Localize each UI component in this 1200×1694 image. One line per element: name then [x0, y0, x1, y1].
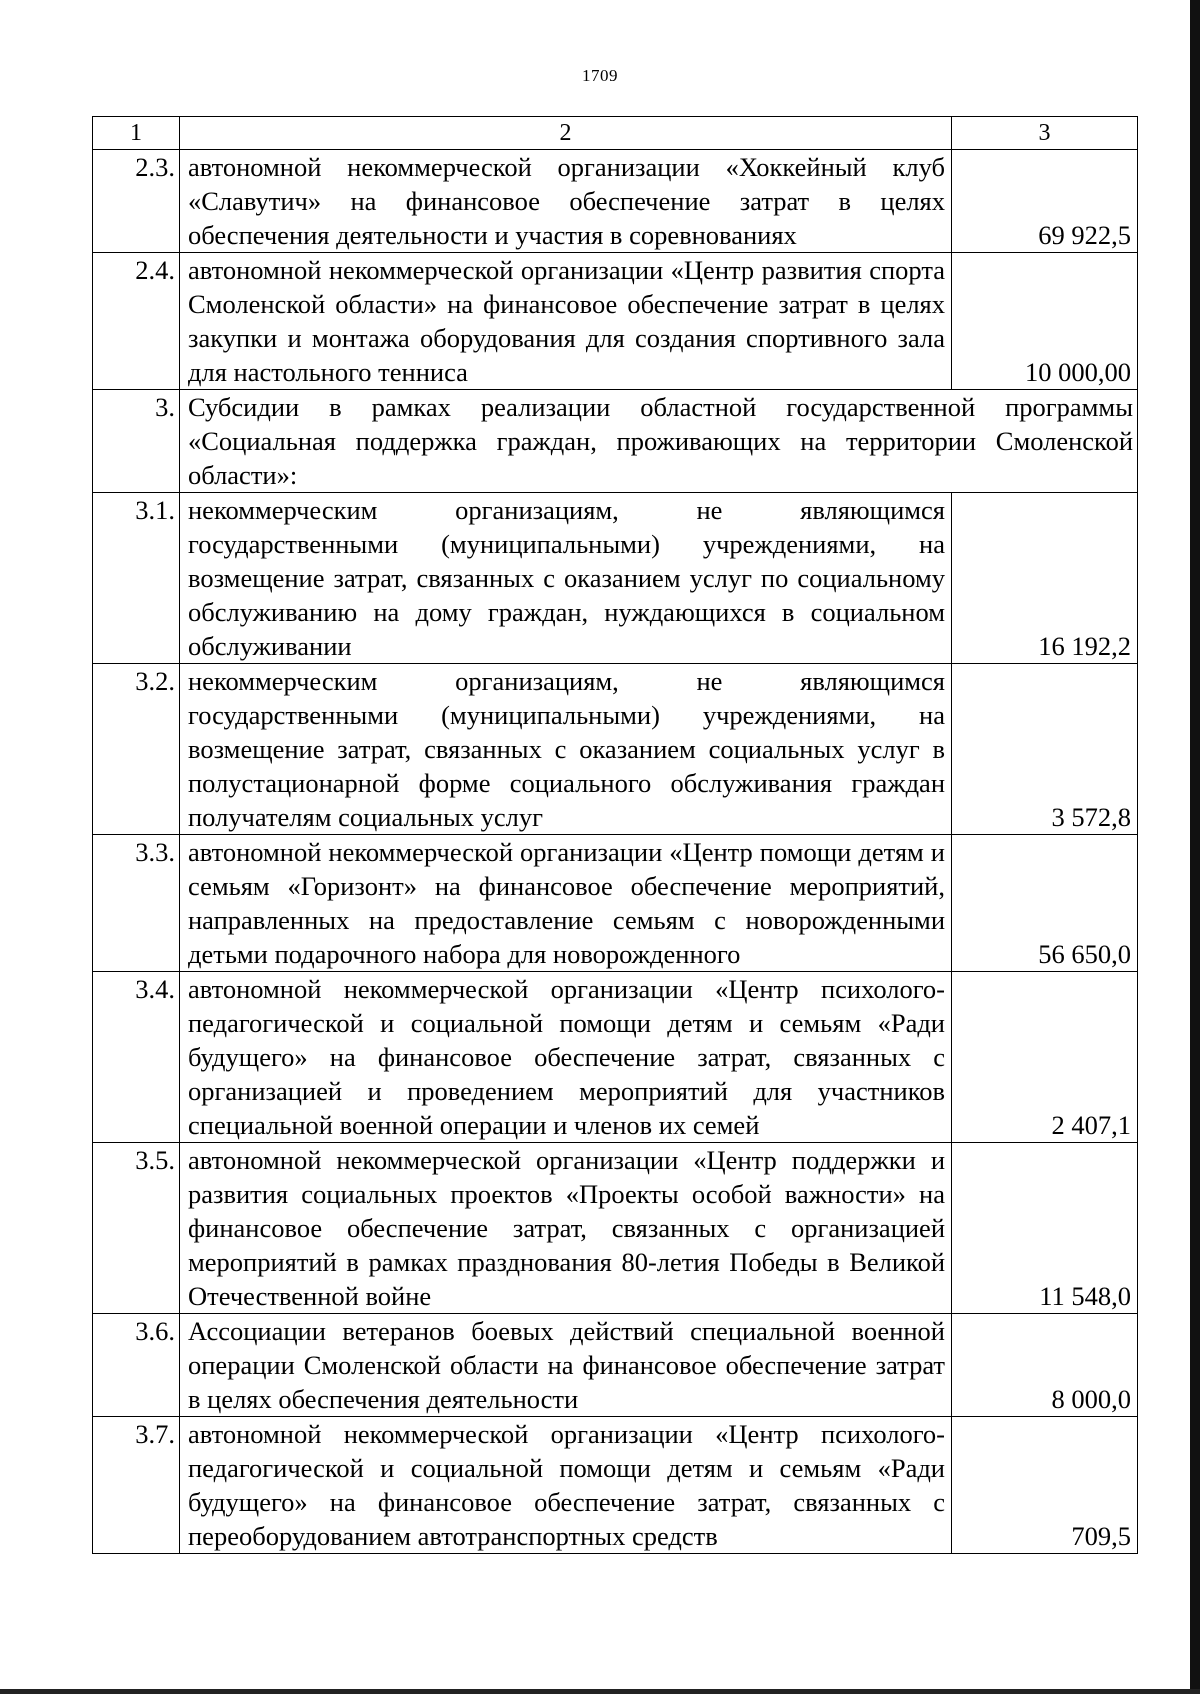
column-header-number: 1: [93, 117, 180, 150]
row-description: автономной некоммерческой организации «Центр помощи детям и семьям «Горизонт» на финансовое обеспечение мероприятий, направленных на предоставление семьям с новорожденными детьми подарочного набора для новорожденного: [180, 835, 952, 972]
table-row: [93, 150, 1138, 253]
table-row: [93, 493, 1138, 664]
column-header-description: 2: [180, 117, 952, 150]
row-description: некоммерческим организациям, не являющимся государственными (муниципальными) учреждениями, на возмещение затрат, связанных с оказанием услуг по социальному обслуживанию на дому граждан, нуждающихся в социальном обслуживании: [180, 493, 952, 664]
row-description: автономной некоммерческой организации «Центр развития спорта Смоленской области» на финансовое обеспечение затрат в целях закупки и монтажа оборудования для создания спортивного зала для настольного тенниса: [180, 253, 952, 390]
row-description: автономной некоммерческой организации «Центр психолого-педагогической и социальной помощи детям и семьям «Ради будущего» на финансовое обеспечение затрат, связанных с организацией и проведением мероприятий для участников специальной военной операции и членов их семей: [180, 972, 952, 1143]
row-number: 2.4.: [93, 253, 180, 390]
row-number: 3.4.: [93, 972, 180, 1143]
row-description: некоммерческим организациям, не являющимся государственными (муниципальными) учреждениями, на возмещение затрат, связанных с оказанием социальных услуг в полустационарной форме социального обслуживания граждан получателям социальных услуг: [180, 664, 952, 835]
table-header-row: [93, 117, 1138, 150]
row-amount: 3 572,8: [952, 664, 1138, 835]
row-number: 3.6.: [93, 1314, 180, 1417]
table-row: [93, 972, 1138, 1143]
table-row: [93, 1417, 1138, 1554]
row-amount: 8 000,0: [952, 1314, 1138, 1417]
section-heading: Субсидии в рамках реализации областной государственной программы «Социальная поддержка граждан, проживающих на территории Смоленской области»:: [180, 390, 1138, 493]
scan-edge-right: [1190, 0, 1200, 1694]
row-number: 3.5.: [93, 1143, 180, 1314]
row-amount: 2 407,1: [952, 972, 1138, 1143]
row-amount: 16 192,2: [952, 493, 1138, 664]
row-number: 3.: [93, 390, 180, 493]
row-number: 3.7.: [93, 1417, 180, 1554]
row-description: автономной некоммерческой организации «Хоккейный клуб «Славутич» на финансовое обеспечение затрат в целях обеспечения деятельности и участия в соревнованиях: [180, 150, 952, 253]
row-description: автономной некоммерческой организации «Центр психолого-педагогической и социальной помощи детям и семьям «Ради будущего» на финансовое обеспечение затрат, связанных с переоборудованием автотранспортных средств: [180, 1417, 952, 1554]
row-number: 3.3.: [93, 835, 180, 972]
table-row-section: [93, 390, 1138, 493]
row-description: Ассоциации ветеранов боевых действий специальной военной операции Смоленской области на финансовое обеспечение затрат в целях обеспечения деятельности: [180, 1314, 952, 1417]
row-amount: 10 000,00: [952, 253, 1138, 390]
row-amount: 69 922,5: [952, 150, 1138, 253]
table-row: [93, 253, 1138, 390]
row-amount: 709,5: [952, 1417, 1138, 1554]
row-number: 3.1.: [93, 493, 180, 664]
scan-edge-bottom: [0, 1689, 1200, 1694]
table-row: [93, 835, 1138, 972]
table-row: [93, 1314, 1138, 1417]
row-number: 3.2.: [93, 664, 180, 835]
column-header-amount: 3: [952, 117, 1138, 150]
row-amount: 56 650,0: [952, 835, 1138, 972]
row-amount: 11 548,0: [952, 1143, 1138, 1314]
row-description: автономной некоммерческой организации «Центр поддержки и развития социальных проектов «Проекты особой важности» на финансовое обеспечение затрат, связанных с организацией мероприятий в рамках празднования 80-летия Победы в Великой Отечественной войне: [180, 1143, 952, 1314]
table-row: [93, 1143, 1138, 1314]
row-number: 2.3.: [93, 150, 180, 253]
table-row: [93, 664, 1138, 835]
subsidy-table: [92, 116, 1138, 1554]
page-number: 1709: [582, 66, 618, 85]
